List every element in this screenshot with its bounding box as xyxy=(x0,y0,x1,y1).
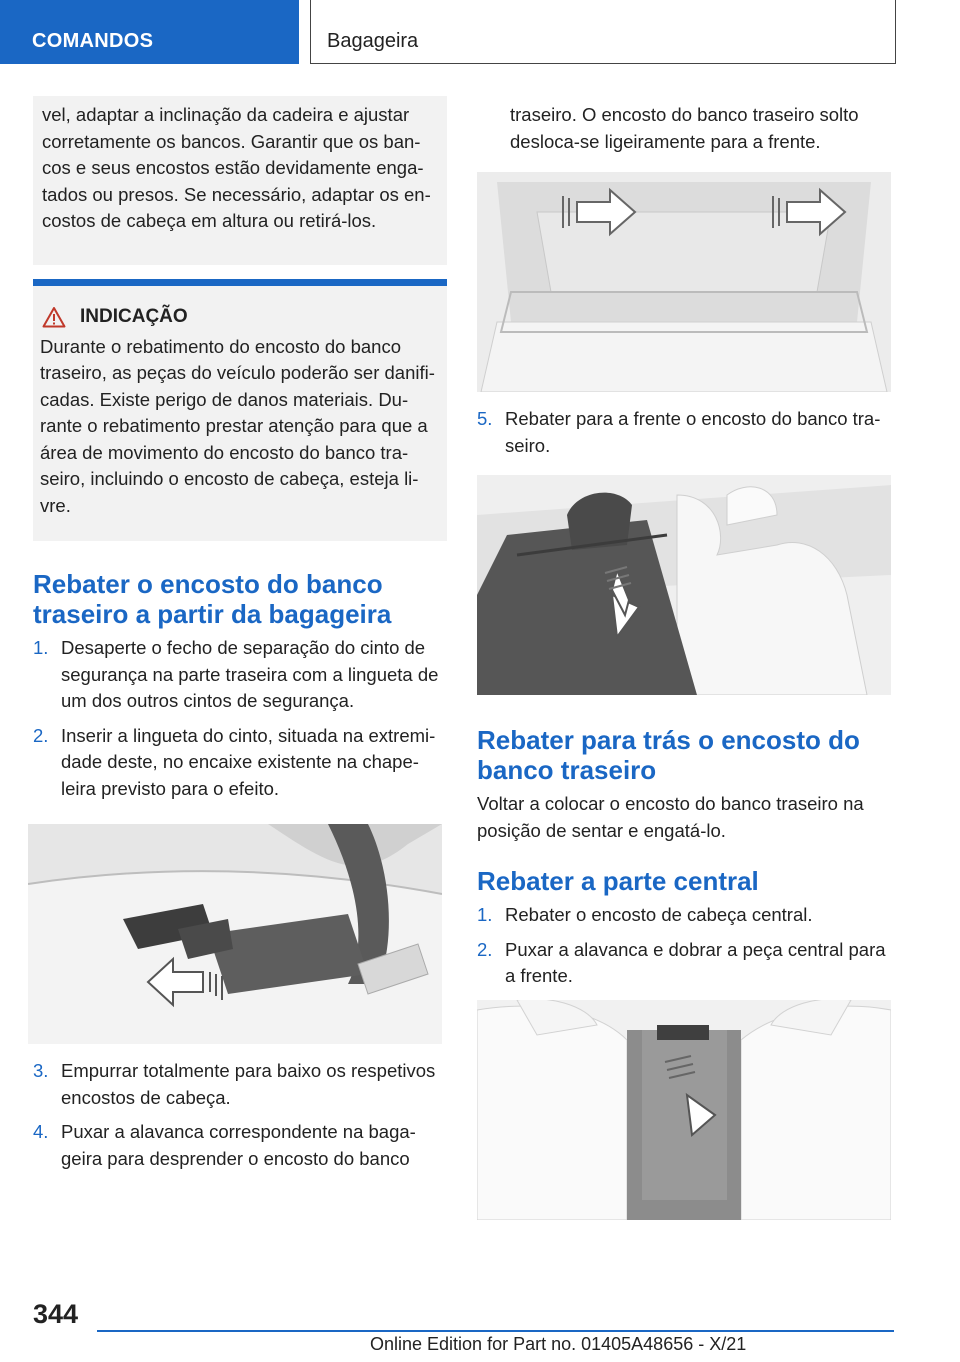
right-column xyxy=(477,96,891,1220)
intro-continuation-box: vel, adaptar a inclinação da cadeira e ajustar corretamente os bancos. Garantir que os bancos e seus encostos estão devidamente engatados ou presos. Se necessário, adaptar os encostos de cabeça em altura ou retirá-los. xyxy=(33,96,447,265)
steps-list-d xyxy=(477,902,891,990)
steps-list-c xyxy=(477,406,891,459)
list-item: 3. Empurrar totalmente para baixo os respetivos encostos de cabeça. xyxy=(33,1060,436,1108)
belt-tongue-illustration xyxy=(28,824,442,1044)
fold-backrest-illustration xyxy=(477,475,891,695)
page-title: Bagageira xyxy=(310,0,896,64)
section-tab: COMANDOS xyxy=(0,0,299,64)
list-item: 1. Rebater o encosto de cabeça central. xyxy=(477,904,813,925)
section-title-central-part: Rebater a parte central xyxy=(477,866,759,896)
list-item: 4. Puxar a alavanca correspondente na bagageira para desprender o encosto do banco xyxy=(33,1121,416,1169)
list-item: 2. Puxar a alavanca e dobrar a peça central para a frente. xyxy=(477,938,886,986)
list-item: 5. Rebater para a frente o encosto do banco traseiro. xyxy=(477,408,881,456)
notice-header xyxy=(40,306,440,328)
warning-triangle-icon xyxy=(42,306,66,328)
left-column xyxy=(33,96,447,1180)
steps-list-a xyxy=(33,635,447,802)
center-section-illustration xyxy=(477,1000,891,1220)
notice-body: Durante o rebatimento do encosto do banco traseiro, as peças do veículo poderão ser danificadas. Existe perigo de danos materiais. Durante o rebatimento prestar atenção para que a área de movimento do encosto do banco traseiro, incluindo o encosto de cabeça, esteja livre. xyxy=(40,335,435,516)
notice-title: INDICAÇÃO xyxy=(80,305,188,327)
fold-back-text: Voltar a colocar o encosto do banco traseiro na posição de sentar e engatá-lo. xyxy=(477,793,864,841)
notice-box xyxy=(33,279,447,542)
trunk-release-illustration xyxy=(477,172,891,392)
list-item: 1. Desaperte o fecho de separação do cinto de segurança na parte traseira com a lingueta de um dos outros cintos de segurança. xyxy=(33,637,439,711)
section-title-fold-from-trunk: Rebater o encosto do banco traseiro a partir da bagageira xyxy=(33,569,392,629)
section-title-fold-back: Rebater para trás o encosto do banco traseiro xyxy=(477,725,860,785)
steps-list-b xyxy=(33,1058,447,1172)
page-number: 344 xyxy=(33,1299,79,1329)
list-item: 2. Inserir a lingueta do cinto, situada na extremidade deste, no encaixe existente na chapeleira previsto para o efeito. xyxy=(33,724,436,799)
edition-footer: Online Edition for Part no. 01405A48656 - X/21 xyxy=(370,1334,747,1354)
footer-divider xyxy=(97,1330,894,1332)
continued-text: traseiro. O encosto do banco traseiro solto desloca-se ligeiramente para a frente. xyxy=(510,104,859,152)
